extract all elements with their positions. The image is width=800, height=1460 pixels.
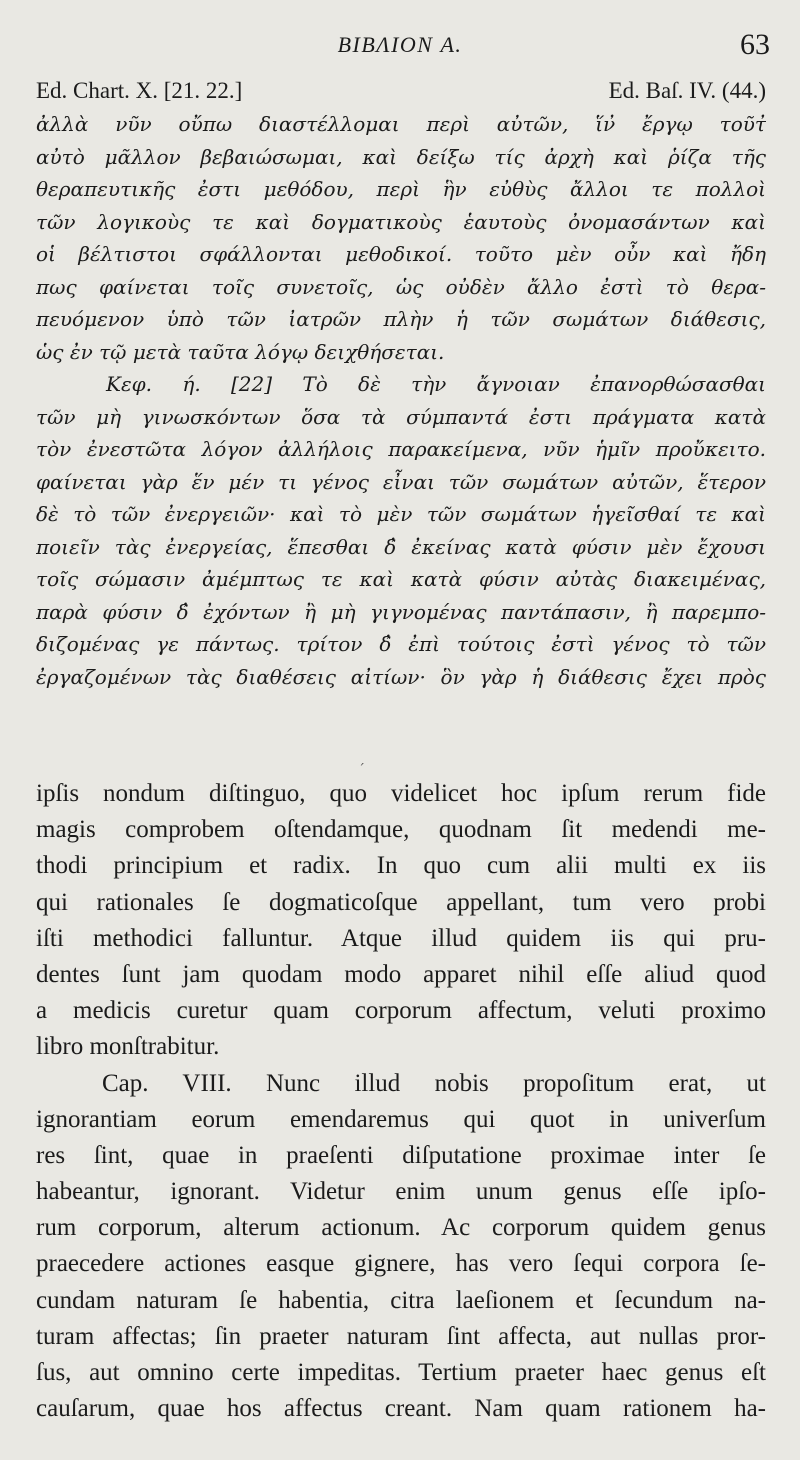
latin-line: res ſint, quae in praeſenti diſputatione proximae inter ſe: [36, 1141, 766, 1169]
latin-line: ſus, aut omnino certe impeditas. Tertium praeter haec genus eſt: [36, 1359, 766, 1386]
greek-line: πως φαίνεται τοῖς συνετοῖς, ὡς οὐδὲν ἄλλο ἐστὶ τὸ θερα-: [36, 274, 766, 299]
greek-line: ἐργαζομένων τὰς διαθέσεις αἰτίων· ὃν γὰρ ἡ διάθεσις ἔχει πρὸς: [36, 664, 766, 689]
edition-chartier-reference: Ed. Chart. X. [21. 22.]: [36, 78, 243, 103]
greek-line: τῶν μὴ γινωσκόντων ὅσα τὰ σύμπαντά ἐστι πράγματα κατὰ: [36, 404, 766, 429]
latin-line: ipſis nondum diſtinguo, quo videlicet hoc ipſum rerum fide: [36, 780, 766, 807]
page-number: 63: [740, 28, 770, 61]
latin-line: habeantur, ignorant. Videtur enim unum genus eſſe ipſo-: [36, 1178, 766, 1206]
latin-line: libro monſtrabitur.: [36, 1033, 220, 1061]
running-head: [0, 28, 800, 64]
greek-line: φαίνεται γὰρ ἕν μέν τι γένος εἶναι τῶν σωμάτων αὐτῶν, ἕτερον: [36, 469, 766, 494]
running-title: BIBΛION Α.: [337, 32, 463, 57]
greek-chapter-heading-line: Κεφ. ή. [22] Τὸ δὲ τὴν ἄγνοιαν ἐπανορθώσασθαι: [106, 372, 766, 396]
greek-line: οἱ βέλτιστοι σφάλλονται μεθοδικοί. τοῦτο μὲν οὖν καὶ ἤδη: [36, 242, 766, 266]
latin-line: a medicis curetur quam corporum affectum, veluti proximo: [36, 997, 766, 1025]
greek-line: ποιεῖν τὰς ἐνεργείας, ἕπεσθαι δ̓ ἐκείνας κατὰ φύσιν μὲν ἔχουσι: [36, 534, 766, 559]
latin-line: qui rationales ſe dogmaticoſque appellant, tum vero probi: [36, 888, 766, 916]
latin-line: iſti methodici falluntur. Atque illud quidem iis qui pru-: [36, 924, 766, 952]
column-divider-mark: ˊ: [358, 762, 365, 778]
edition-basel-reference: Ed. Baſ. IV. (44.): [608, 78, 766, 103]
greek-line: αὐτὸ μᾶλλον βεβαιώσωμαι, καὶ δείξω τίς ἀρχὴ καὶ ῥίζα τῆς: [36, 144, 766, 169]
greek-text: [36, 108, 766, 693]
greek-line: ὡς ἐν τῷ μετὰ ταῦτα λόγῳ δειχθήσεται.: [36, 339, 445, 364]
greek-line: τὸν ἐνεστῶτα λόγον ἀλλήλοις παρακείμενα, νῦν ἡμῖν προὔκειτο.: [36, 437, 766, 461]
latin-line: cauſarum, quae hos affectus creant. Nam quam rationem ha-: [36, 1395, 766, 1423]
greek-line: ἀλλὰ νῦν οὔπω διαστέλλομαι περὶ αὐτῶν, ἵν̓ ἔργῳ τοῦτ̓: [36, 112, 766, 136]
latin-line: thodi principium et radix. In quo cum alii multi ex iis: [36, 852, 766, 880]
latin-line: rum corporum, alterum actionum. Ac corporum quidem genus: [36, 1214, 766, 1242]
greek-line: τοῖς σώμασιν ἀμέμπτως τε καὶ κατὰ φύσιν αὐτὰς διακειμένας,: [36, 567, 766, 591]
latin-line: ignorantiam eorum emendaremus qui quot in univerſum: [36, 1105, 766, 1133]
greek-line: δὲ τὸ τῶν ἐνεργειῶν· καὶ τὸ μὲν τῶν σωμάτων ἡγεῖσθαί τε καὶ: [36, 502, 766, 526]
latin-line: magis comprobem oſtendamque, quodnam ſit medendi me-: [36, 816, 766, 844]
latin-line: praecedere actiones easque gignere, has vero ſequi corpora ſe-: [36, 1250, 766, 1278]
latin-line: cundam naturam ſe habentia, citra laeſionem et ſecundum na-: [36, 1286, 766, 1314]
latin-line: dentes ſunt jam quodam modo apparet nihil eſſe aliud quod: [36, 960, 766, 988]
greek-line: διζομένας γε πάντως. τρίτον δ̓ ἐπὶ τούτοις ἐστὶ γένος τὸ τῶν: [36, 632, 766, 656]
latin-text: [36, 776, 766, 1427]
greek-line: πευόμενον ὑπὸ τῶν ἰατρῶν πλὴν ἡ τῶν σωμάτων διάθεσις,: [36, 307, 766, 331]
latin-chapter-heading-line: Cap. VIII. Nunc illud nobis propoſitum erat, ut: [102, 1069, 766, 1097]
greek-line: παρὰ φύσιν δ̓ ἐχόντων ἢ μὴ γιγνομένας παντάπασιν, ἢ παρεμπο-: [36, 599, 766, 624]
greek-line: θεραπευτικῆς ἐστι μεθόδου, περὶ ἣν εὐθὺς ἄλλοι τε πολλοὶ: [36, 177, 766, 201]
greek-line: τῶν λογικοὺς τε καὶ δογματικοὺς ἑαυτοὺς ὀνομασάντων καὶ: [36, 209, 766, 234]
edition-references: [36, 78, 766, 110]
latin-line: turam affectas; ſin praeter naturam ſint affecta, aut nullas pror-: [36, 1322, 766, 1350]
